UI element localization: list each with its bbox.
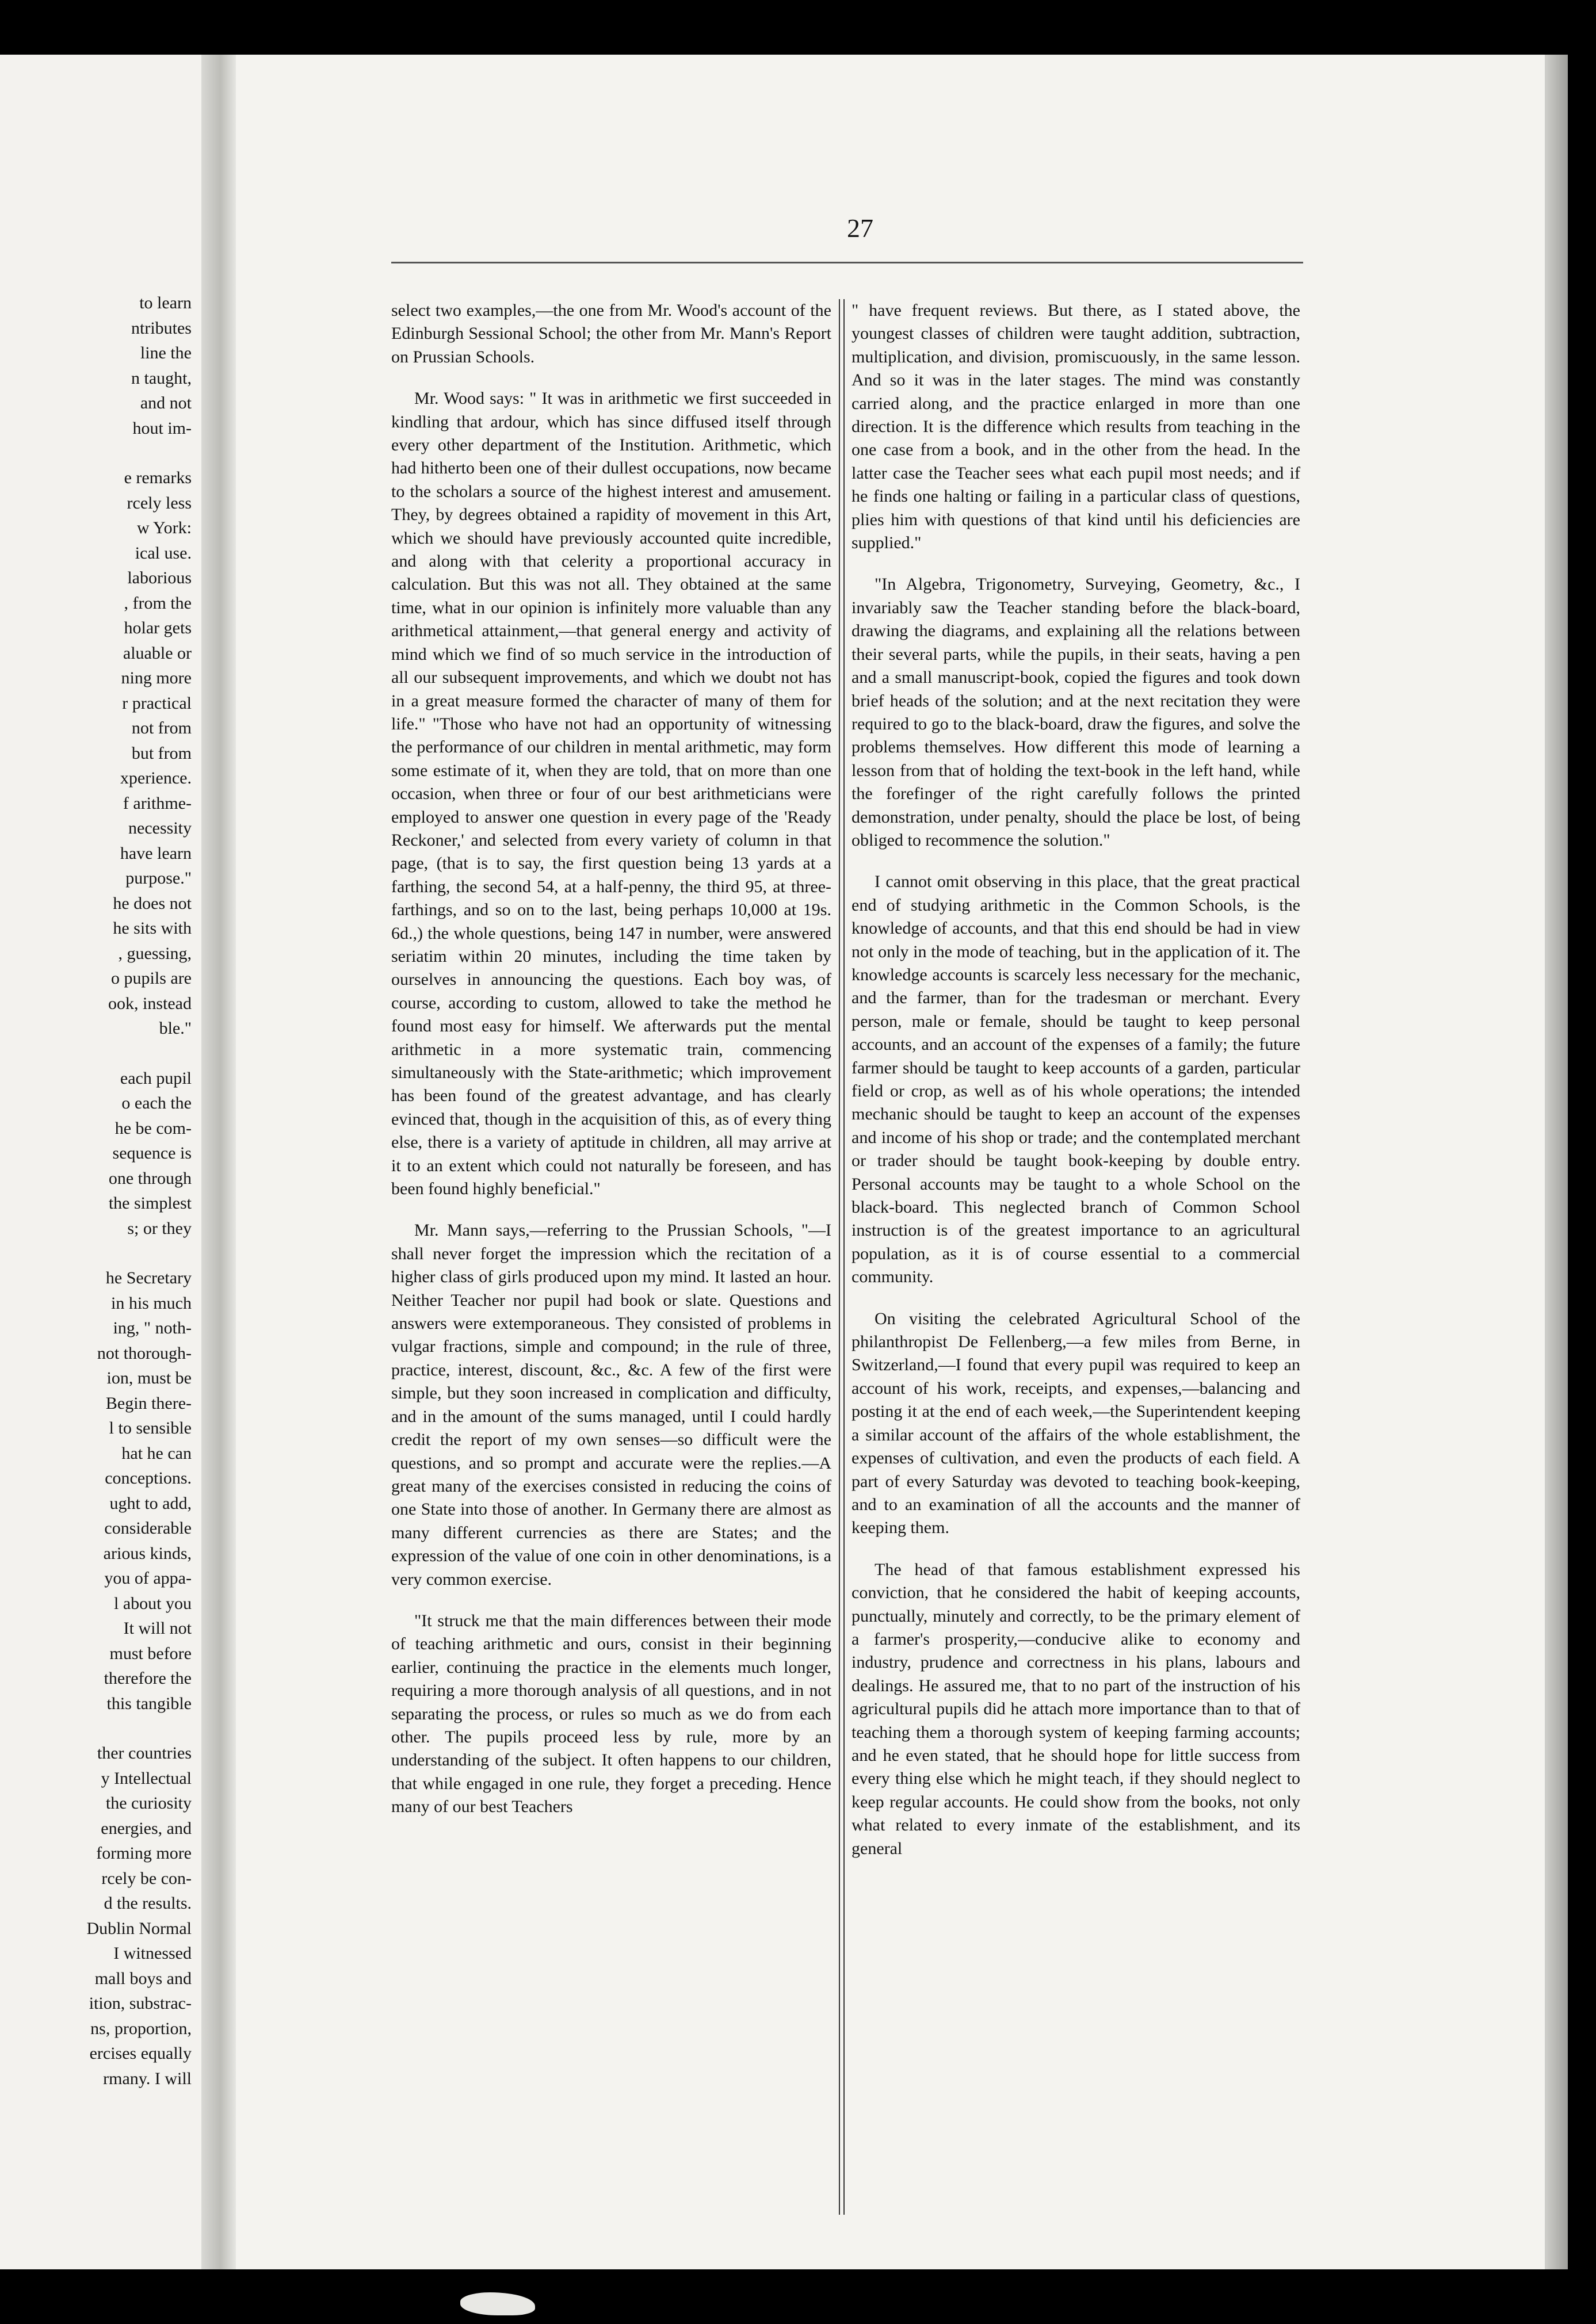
fragment-line: energies, and (101, 1818, 192, 1838)
fragment-line: laborious (127, 568, 192, 587)
fragment-line: he sits with (113, 919, 192, 938)
fragment-line: ble." (159, 1019, 192, 1038)
fragment-line: Dublin Normal (86, 1918, 192, 1938)
fragment-paragraph (0, 1266, 198, 1716)
page-edge-shadow (1545, 55, 1568, 2269)
fragment-paragraph (0, 290, 198, 441)
fragment-line: mall boys and (94, 1968, 192, 1988)
fragment-line: arious kinds, (103, 1543, 192, 1563)
fragment-line: considerable (104, 1519, 192, 1538)
fragment-line: in his much (111, 1293, 192, 1313)
page-number: 27 (847, 213, 873, 243)
fragment-line: n taught, (131, 368, 192, 388)
paragraph: Mr. Mann says,—referring to the Prussian Schools, "—I shall never forget the impression which the recitation of a higher class of girls produced upon my mind. It lasted an hour. Neither Teacher nor pupil had book or slate. Questions and answers were extemporaneous. They consisted of problems in vulgar fractions, simple and compound; in the rule of three, practice, interest, discount, &c., &c. A few of the first were simple, but they soon increased in complication and difficulty, and in the amount of the sums managed, until I could hardly credit the report of my own senses—so difficult were the questions, and so prompt and accurate were the replies.—A great many of the exercises consisted in reducing the coins of one State into those of another. In Germany there are almost as many different currencies as there are States; and the expression of the value of one coin in other denominations, is a very common exercise. (391, 1221, 831, 1589)
fragment-line: you of appa- (104, 1569, 192, 1588)
paragraph: I cannot omit observing in this place, that the great practical end of studying arithmetic in the Common Schools, is the knowledge of accounts, and that this end should be had in view not only in the mode of teaching, but in the application of it. The knowledge accounts is scarcely less necessary for the mechanic, and the farmer, than for the tradesman or merchant. Every person, male or female, should be taught to keep personal accounts, and an account of the expenses of a family; the future farmer should be taught to keep accounts of a garden, particular field or crop, as well as of his whole operations; the intended mechanic should be taught to keep an account of the expenses and income of his shop or trade; and the contemplated merchant or trader should be taught book-keeping by double entry. Personal accounts may be taught to a whole School on the black-board. This neglected branch of Common School instruction is of the greatest importance to an agricultural population, as it is of course essential to a commercial community. (852, 872, 1300, 1287)
fragment-line: he does not (113, 893, 192, 913)
fragment-line: , guessing, (118, 943, 192, 963)
paragraph: "It struck me that the main differences between their mode of teaching arithmetic and ours, consist in their beginning earlier, continuing the practice in the elements much longer, requiring a more thorough analysis of all questions, and in not separating the process, or rules so much as we do from each other. The pupils proceed less by rule, more by an understanding of the subject. It often happens to our children, that while engaged in one rule, they forget a preceding. Hence many of our best Teachers (391, 1611, 831, 1817)
fragment-line: not from (131, 718, 192, 737)
fragment-line: ercises equally (89, 2044, 192, 2063)
fragment-line: , from the (124, 593, 192, 613)
left-page-text-fragment (0, 290, 198, 2116)
fragment-line: this tangible (106, 1694, 192, 1713)
fragment-line: have learn (120, 843, 192, 863)
fragment-line: hat he can (121, 1443, 192, 1463)
fragment-line: o each the (121, 1094, 192, 1113)
fragment-line: ntributes (131, 318, 192, 338)
fragment-line: aluable or (123, 643, 192, 663)
paragraph: "In Algebra, Trigonometry, Surveying, Geometry, &c., I invariably saw the Teacher standing before the black-board, drawing the diagrams, and explaining all the relations between their several parts, while the pupils, in their seats, having a pen and a small manuscript-book, copied the figures and took down brief heads of the solution; and at the next recitation they were required to go to the black-board, draw the figures, and solve the problems themselves. How different this mode of learning a lesson from that of holding the text-book in the left hand, while the forefinger of the right carefully follows the printed demonstration, under penalty, should the place be lost, of being obliged to recommence the solution." (852, 575, 1300, 850)
fragment-line: r practical (122, 693, 192, 713)
paragraph: The head of that famous establishment expressed his conviction, that he considered the habit of keeping accounts, punctually, minutely and correctly, to be the primary element of a farmer's prosperity,—conducive alike to economy and industry, prudence and correctness in his plans, labours and dealings. He assured me, that to no part of the instruction of his agricultural pupils did he attach more importance than to that of teaching them a thorough system of keeping farming accounts; and he even stated, that he should hope for little success from every thing else which he might teach, if they should neglect to keep regular accounts. He could show from the books, not only what related to every inmate of the establishment, and its general (852, 1559, 1300, 1858)
fragment-line: conceptions. (105, 1469, 192, 1488)
fragment-line: d the results. (104, 1894, 192, 1913)
fragment-line: ing, " noth- (113, 1318, 192, 1337)
fragment-line: and not (140, 393, 192, 412)
fragment-line: each pupil (120, 1068, 192, 1088)
fragment-line: necessity (128, 819, 192, 838)
header-rule (391, 262, 1303, 263)
fragment-line: l to sensible (109, 1419, 192, 1438)
fragment-paragraph (0, 1066, 198, 1241)
fragment-line: ical use. (135, 543, 192, 563)
fragment-line: to learn (139, 293, 192, 312)
fragment-line: ther countries (97, 1744, 192, 1763)
fragment-line: must before (109, 1643, 192, 1663)
fragment-line: line the (140, 343, 192, 362)
paragraph: On visiting the celebrated Agricultural School of the philanthropist De Fellenberg,—a few miles from Berne, in Switzerland,—I found that every pupil was required to keep an account of his work, receipts, and expenses,—balancing and posting it at the end of each week,—the Superintendent keeping a similar account of the affairs of the whole establishment, the expenses of cultivation, and even the products of each field. A part of every Saturday was devoted to teaching book-keeping, and to an examination of all the accounts and the manner of keeping them. (852, 1309, 1300, 1538)
fragment-line: ook, instead (108, 993, 192, 1013)
fragment-line: one through (108, 1168, 192, 1188)
fragment-line: not thorough- (97, 1343, 192, 1363)
fragment-line: holar gets (124, 618, 192, 637)
fragment-line: w York: (136, 518, 192, 537)
fragment-line: It will not (123, 1619, 192, 1638)
text-column-left (391, 299, 831, 1837)
fragment-line: xperience. (120, 769, 192, 788)
fragment-line: hout im- (132, 418, 192, 438)
paragraph: " have frequent reviews. But there, as I stated above, the youngest classes of children were taught addition, subtraction, multiplication, and division, promiscuously, in the same lesson. And so it was in the later stages. The mind was constantly carried along, and the practice enlarged in more than one direction. It is the difference which results from teaching in the one case from a book, and in the other from the head. In the latter case the Teacher sees what each pupil most needs; and if he finds one halting or failing in a particular class of questions, plies him with questions of that kind until his deficiencies are supplied." (852, 301, 1300, 553)
fragment-line: the simplest (108, 1194, 192, 1213)
column-divider (839, 299, 845, 2215)
fragment-line: o pupils are (111, 969, 192, 988)
fragment-line: rcely less (127, 493, 192, 513)
fragment-line: e remarks (124, 468, 192, 487)
fragment-line: ion, must be (106, 1369, 192, 1387)
fragment-line: therefore the (104, 1669, 192, 1688)
fragment-line: the curiosity (105, 1794, 192, 1813)
fragment-line: I witnessed (113, 1944, 192, 1963)
fragment-line: he Secretary (105, 1268, 192, 1287)
fragment-line: but from (131, 743, 192, 763)
fragment-line: s; or they (127, 1218, 192, 1238)
fragment-line: purpose." (125, 869, 192, 888)
fragment-line: rmany. I will (103, 2069, 192, 2088)
fragment-line: ught to add, (109, 1493, 192, 1513)
paragraph: select two examples,—the one from Mr. Wood's account of the Edinburgh Sessional School; the other from Mr. Mann's Report on Prussian Schools. (391, 301, 831, 366)
fragment-line: l about you (114, 1593, 192, 1613)
text-column-right (852, 299, 1300, 1879)
fragment-line: ns, proportion, (90, 2019, 192, 2038)
fragment-paragraph (0, 465, 198, 1041)
fragment-line: sequence is (112, 1144, 192, 1163)
paper-damage-blot (460, 2292, 535, 2315)
fragment-line: forming more (96, 1844, 192, 1863)
fragment-line: ning more (121, 668, 192, 687)
fragment-line: y Intellectual (101, 1768, 192, 1788)
book-gutter (201, 55, 236, 2269)
fragment-line: rcely be con- (101, 1868, 192, 1888)
fragment-paragraph (0, 1741, 198, 2091)
fragment-line: f arithme- (123, 793, 192, 813)
fragment-line: Begin there- (105, 1393, 192, 1413)
paragraph: Mr. Wood says: " It was in arithmetic we first succeeded in kindling that ardour, which has since diffused itself through every other department of the Institution. Arithmetic, which had hitherto been one of their dullest occupations, now became to the scholars a source of the highest interest and amusement. They, by degrees obtained a rapidity of movement in this Art, which we should have previously accounted quite incredible, and along with that celerity a proportional accuracy in calculation. But this was not all. They obtained at the same time, what in our opinion is infinitely more valuable than any arithmetical attainment,—that general energy and activity of mind which we find of so much service in the introduction of all our subsequent improvements, and which we doubt not has in a great measure formed the character of many of them for life." "Those who have not had an opportunity of witnessing the performance of our children in mental arithmetic, may form some estimate of it, when they are told, that on more than one occasion, when three or four of our best arithmeticians were employed to answer one question in every page of the 'Ready Reckoner,' and selected from every variety of column in that page, (that is to say, the first question being 13 yards at a farthing, the second 54, at a half-penny, the third 95, at three-farthings, and so on to the last, being perhaps 10,000 at 19s. 6d.,) the whole questions, being 147 in number, were answered seriatim within 20 minutes, including the time taken by ourselves in announcing the questions. Each boy was, of course, according to custom, allowed to take the method he found most easy for himself. We afterwards put the mental arithmetic in a more systematic train, commencing simultaneously with the State-arithmetic; which improvement has been found of the greatest advantage, and has clearly evinced that, though in the acquisition of this, as of every thing else, there is a variety of aptitude in children, all may arrive at it to an extent which could not naturally be foreseen, and has been found highly beneficial." (391, 389, 831, 1199)
fragment-line: he be com- (114, 1118, 192, 1138)
fragment-line: ition, substrac- (89, 1994, 192, 2013)
